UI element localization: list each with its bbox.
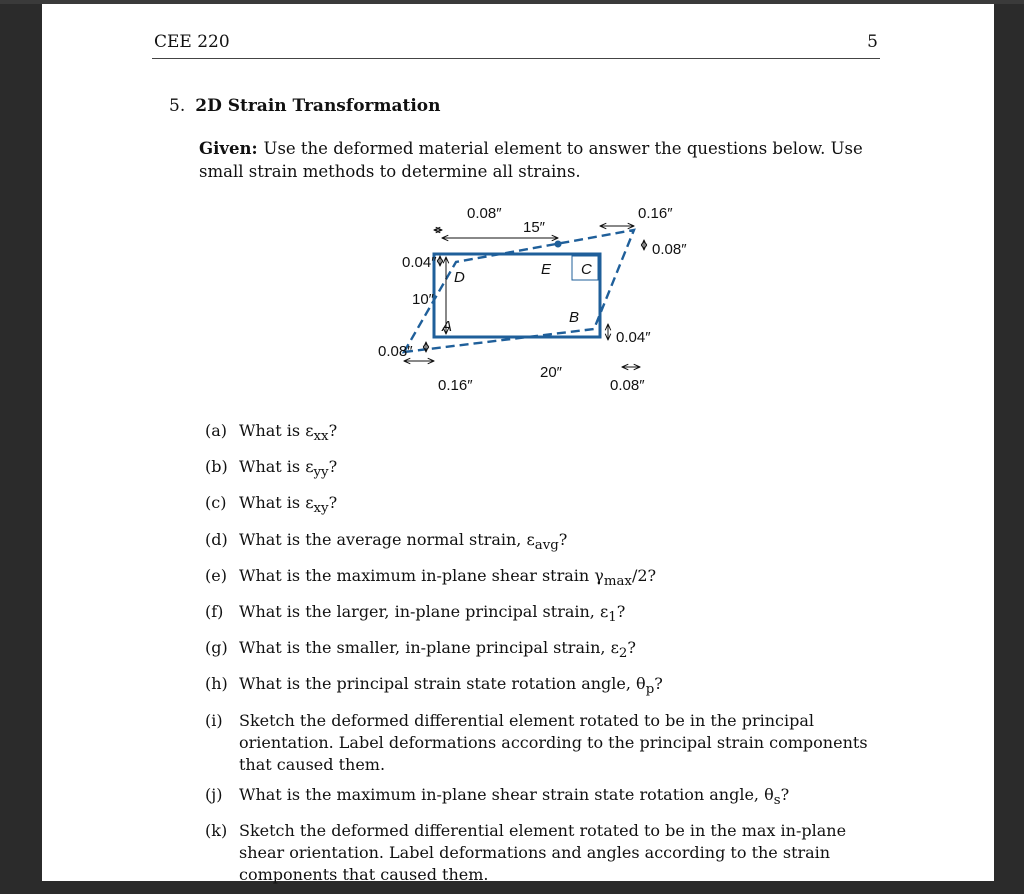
label-c: C [581, 261, 592, 278]
dim-bottom-left: 0.16″ [438, 377, 473, 394]
question-list [205, 420, 885, 894]
question-item [205, 456, 885, 484]
question-item [205, 601, 885, 629]
question-item [205, 820, 885, 886]
question-suffix: /2? [631, 565, 657, 585]
question-subscript: avg [534, 537, 559, 553]
question-subscript: yy [313, 465, 329, 481]
question-label: (b) [205, 457, 228, 477]
label-a: A [442, 318, 453, 335]
dim-left-top: 0.04″ [402, 254, 437, 271]
question-subscript: s [773, 792, 781, 808]
label-b: B [569, 309, 580, 326]
given-statement [199, 137, 889, 183]
question-suffix: ? [328, 493, 338, 513]
question-text: What is the maximum in-plane shear strain γ [239, 565, 604, 585]
question-label: (d) [205, 529, 228, 549]
page-number: 5 [867, 32, 878, 52]
question-subscript: 1 [608, 610, 617, 626]
question-text: What is the average normal strain, ε [239, 529, 535, 549]
dim-right-bottom: 0.04″ [616, 329, 651, 346]
given-text: Use the deformed material element to answer the questions below. Use small strain methods to determine all strains. [199, 139, 863, 181]
question-item [205, 637, 885, 665]
question-item [205, 673, 885, 701]
question-label: (a) [205, 421, 228, 440]
dim-top-right: 0.16″ [638, 205, 673, 222]
question-subscript: xx [313, 429, 329, 445]
dim-left-height: 10″ [412, 291, 434, 308]
question-item [205, 710, 885, 776]
question-item [205, 492, 885, 520]
question-suffix: ? [558, 529, 568, 549]
question-label: (g) [205, 638, 228, 658]
question-label: (k) [205, 820, 228, 840]
given-label: Given: [199, 139, 258, 158]
label-e: E [541, 261, 552, 278]
label-d: D [454, 269, 465, 286]
question-item [205, 784, 885, 812]
course-code: CEE 220 [154, 32, 230, 52]
dim-top-left: 0.08″ [467, 205, 502, 222]
question-text: Sketch the deformed differential element rotated to be in the max in-plane shear orientation. Label deformations and angles according to the strain components that caused them. [239, 820, 847, 884]
problem-number: 5. [169, 96, 186, 116]
question-text: What is ε [239, 421, 314, 440]
question-text: What is the smaller, in-plane principal strain, ε [239, 638, 619, 658]
question-label: (e) [205, 565, 227, 585]
dim-top-mid: 15″ [523, 219, 545, 236]
deformed-element-figure [322, 194, 722, 404]
question-suffix: ? [654, 674, 663, 694]
question-label: (c) [205, 493, 227, 513]
question-text: What is ε [239, 457, 314, 477]
question-subscript: 2 [618, 646, 628, 662]
question-suffix: ? [328, 421, 338, 440]
question-subscript: max [603, 573, 632, 589]
point-e-marker [555, 241, 562, 248]
dim-left-bottom: 0.08″ [378, 343, 413, 360]
question-text: Sketch the deformed differential element rotated to be in the principal orientation. Label deformations according to the principal strain components that caused them. [239, 710, 868, 774]
document-page [42, 4, 994, 884]
question-text: What is the maximum in-plane shear strain state rotation angle, θ [239, 784, 774, 804]
question-suffix: ? [627, 638, 636, 658]
question-item [205, 529, 885, 557]
question-subscript: xy [313, 501, 329, 517]
question-suffix: ? [616, 601, 626, 621]
question-suffix: ? [328, 457, 338, 477]
question-label: (f) [205, 601, 224, 621]
question-suffix: ? [780, 784, 790, 804]
question-label: (j) [205, 784, 223, 804]
question-text: What is the larger, in-plane principal strain, ε [239, 601, 609, 621]
question-text: What is the principal strain state rotation angle, θ [239, 674, 646, 694]
question-item [205, 420, 885, 448]
question-subscript: p [645, 682, 655, 698]
question-label: (i) [205, 710, 223, 730]
problem-title: 2D Strain Transformation [195, 96, 441, 116]
dim-bottom-mid: 20″ [540, 364, 562, 381]
question-text: What is ε [239, 493, 314, 513]
question-item [205, 565, 885, 593]
problem-heading [169, 96, 441, 116]
question-label: (h) [205, 674, 228, 694]
page-header [152, 32, 880, 59]
dim-bottom-right: 0.08″ [610, 377, 645, 394]
dim-right-top: 0.08″ [652, 241, 687, 258]
